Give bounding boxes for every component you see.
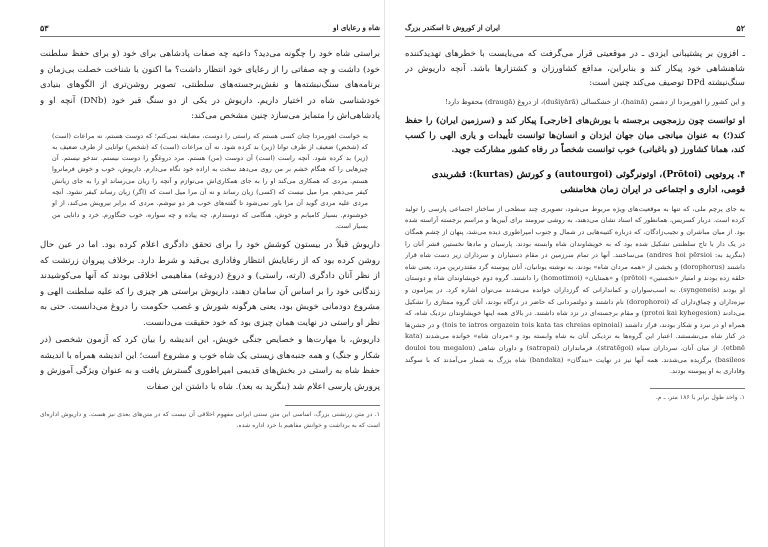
right-section-body: به جای پرچم ملی، که تنها به موقعیت‌های ویژه مربوط می‌شود، تصویری چند سطحی از ساختار اجتماعی پارسی را تولید کرده است. دربار کسریس، همانطور که اسناد نشان می‌دهند، به روشی نیرومند برای آیین‌ها و مراسم برجسته آراسته شده بود. از میان مباشران و نجیب‌زادگان، که درباره کتیبه‌هایی در شمال و جنوب امپراطوری دیده می‌شد، پنهان از چشم همگان در یک دار با تاج سلطنتی تشکیل شده بود که به خویشاوندان شاه وابسته بودند. پارسیان و مادها نخستین قشر آنان را (بنگرید به: andres hoi pērsioi) می‌ساختند. آنها در تمام سرزمین در مقام دستیاران و سرداران زیر دست شاه قرار داشتند (dorophorus) و بخشی از «همه مردان شاه» بودند. به نوشته یونانیان، آنان پیوسته گرد مقتدرترین مرد، یعنی شاه حلقه زده بودند و امتیاز «نخستین» (prōtoi) و «همتایان» (homotimoi) را داشتند. گروه دوم خویشاوندان شاه و دوستان او بودند (syngeneis). به اسب‌سواران و کماندارانی که گرزداران خوانده می‌شدند می‌توان اشاره کرد. در پیرامون و نیزه‌داران و چماق‌داران که (dorophoroi) نام داشتند و دولتمردانی که حاضر در درگاه بودند، آنان گروه ممتازی را تشکیل می‌دادند (protoi kai kyhegesion) و مقام برجسته‌ای در نزد شاه داشتند. در بالای همه اینها خویشاوندان نزدیک شاه، که همراه او در نبرد و شکار بودند، قرار داشتند (tois te iatros orgazein tois kata tas chreias epinoiai) و در جشن‌ها در کنار شاه می‌نشستند. اعتبار این گروه‌ها به نزدیکی آنان به شاه وابسته بود و «مردان شاه» خوانده می‌شدند (kata etbnē). از میان آنان، سرداران سپاه (stratēgoi)، فرمانداران (satrapai) و داوران شاهی (douloi tou megalou basileos) برگزیده می‌شدند. همه آنها نیز در نهایت «بندگان» (bandaka) شاه بزرگ به شمار می‌آمدند که با سوگند وفاداری به او پیوسته بودند. <box>405 204 745 376</box>
right-footnote-rule <box>650 388 745 389</box>
right-paragraph-1: ـ افزون بر پشتیبانی ایزدی ـ در موقعیتی قرار می‌گرفت که می‌بایست با خطرهای تهدیدکننده شاهنشاهی خود پیکار کند و بنابراین، مدافع کشاورزان و کشتزارها باشد. آنچه داریوش در سنگ‌نبشته DPd توصیف می‌کند چنین است: <box>405 49 745 88</box>
left-paragraph-3: داریوش، با مهارت‌ها و خصایص جنگی خویش، این اندیشه را بیان کرد که آزمون شخصی (در شکار و جنگ) و همه جنبه‌های زیستی یک شاه خوب و مشروع است؛ این اندیشه همراه با اندیشه حفظ شاه به راستی در بخش‌های قدیمی امپراطوری گسترش یافت و به عنوان ویژگی آموزش و پرورش پارسی اعلام شد (بنگرید به بعد). شاه با داشتن این صفات <box>40 335 380 392</box>
left-page-body <box>40 37 380 431</box>
left-footnote: ۱. در متن زرتشتی بزرگ، اساسی این متن سنتی ایرانی مفهوم اخلاقی آن نیست که در متن‌های بعدی نیز هست. و داریوش اداره‌ای است که به برداشت و خوانش مفاهیم با خرد اداره شده. <box>40 411 380 429</box>
right-quote-dpd: و این کشور را اهورمزدا از دشمن (hainā)، از خشکسالی (dušiyārā)، از دروغ (draugā) محفوظ دارد! <box>444 97 745 106</box>
right-section-heading: ۴. پروتوپی (Prōtoi)، اوتونرگوئی (autourgoi) و کورتش (kurtas): قشربندی قومی، اداری و اجتماعی در ایران زمان هخامنشی <box>431 169 745 195</box>
right-footnote: ۱. واحد طول برابر با ۱۸۶ متر. ـ م. <box>655 393 745 401</box>
right-page <box>405 18 745 538</box>
left-page-header <box>40 18 380 37</box>
gutter-divider <box>384 0 385 547</box>
left-running-head: شاه و رعایای او <box>333 23 380 32</box>
left-footnote-rule <box>285 405 380 406</box>
left-paragraph-1: براستی شاه خود را چگونه می‌دید؟ داعیه چه صفات پادشاهی برای خود (و برای حفظ سلطنت خود) داشت و چه صفاتی را از رعایای خود انتظار داشت؟ ما اکنون با شناخت خصلت بی‌زمان و برنامه‌های سنگ‌نبشته‌ها و نقش‌برجسته‌های سلطنتی، تصویر روشن‌تری از الگوهای بنیادی خودشناسی شاه در اختیار داریم. داریوش در یکی از دو سنگ قبر خود (DNb) آنچه او و پادشاهی‌اش را متمایز می‌سازد چنین مشخص می‌کند: <box>40 49 380 121</box>
right-page-header <box>405 18 745 37</box>
left-paragraph-2: داریوش قبلاً در بیستون کوشش خود را برای تحقق دادگری اعلام کرده بود. اما در عین حال روشن کرده بود که از رعایایش انتظار وفاداری بی‌قید و شرط دارد. برخلاف پیروان زرتشت که از نظر آنان دادگری (ارته، راستی) و دروغ (دروغه) مفاهیمی اخلاقی بودند که آنها می‌کوشیدند زندگانی خود را بر اساس آن سامان دهند، داریوش براستی هر چیزی را که علیه سلطنت الهی و مشروع دودمانی خویش بود، یعنی هرگونه شورش و غصب حکومت را دروغ می‌دانست. حتی به نظر او راستی در نهایت همان چیزی بود که خود حقیقت می‌دانست. <box>40 240 380 328</box>
right-paragraph-2: او توانست چون رزمجویی برجسته با یورش‌های [خارجی] پیکار کند و (سرزمین ایران) را حفظ کند(؛) به عنوان میانجی میان جهان ایزدان و انسان‌ها توانست تأییدات و یاری الهی را کسب کند، همانا کشاورز (و باغبانی) خوب توانست شخصاً در رفاه کشور مشارکت جوید. <box>405 116 745 156</box>
right-page-body <box>405 37 745 403</box>
right-running-head: ایران از کوروش تا اسکندر بزرگ <box>405 23 500 32</box>
right-page-number: ۵۲ <box>736 23 745 33</box>
left-quote-dnb: به خواست اهورمزدا چنان کسی هستم که راستی را دوست، مضایقه نمی‌کنم؛ که دوست هستم، نه مراعات (است) که (شخص) ضعیف از طرف توانا (زیر) بد کرده شود. نه آن مراعات (است) که (شخص) توانایی از طرف ضعیف به (زیر) بد کرده شود. آنچه راست (است) آن دوست (من) هستم. مرد دروغگو را دوست نیستم. تندخو نیستم. آن چیزهایی را که هنگام خشم بر من روی می‌دهد سخت به اراده خود نگاه می‌دارم. داریوش، خوب و خوش فرمانروا هستم. مردی که همکاری می‌کند او را به جای همکاری‌اش می‌نوازم و آنچه را زیان می‌رساند او را به جای زیانش کیفر می‌دهم. مرا میل نیست که (کسی) زیان رساند و نه آن مرا میل است که (اگر) زیان رساند کیفر نشود. آنچه مردی علیه مردی گوید آن مرا باور نمی‌شود تا گفته‌های خوب هر دو نیوشم. مردی که برابر نیرویش می‌کند، از او خوشنودم. بسیار کامیابم و خوش، هنگامی که دوستدارم. چه پیاده و چه سواره، خوب جنگاورم. خرد و دانایی من بسیار است. <box>52 131 368 230</box>
left-page-number: ۵۳ <box>40 23 49 33</box>
left-page <box>40 18 380 538</box>
